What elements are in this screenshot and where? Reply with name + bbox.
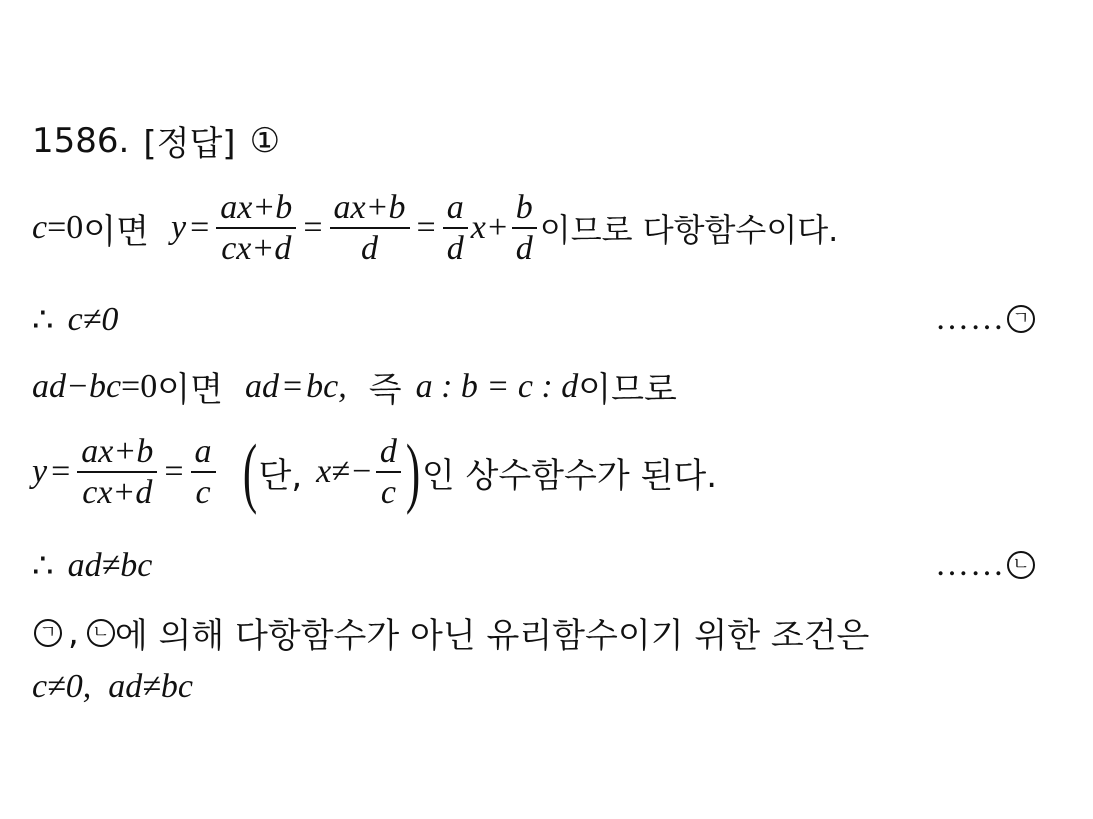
var-ad: ad	[32, 367, 66, 405]
equals-sign: =	[190, 209, 210, 247]
circled-nieun: ㄴ	[87, 619, 115, 647]
fraction-4-numerator: b	[515, 189, 533, 226]
equals-sign: =	[51, 453, 71, 491]
ratio-expression: a : b = c : d	[415, 367, 579, 405]
fraction-7-numerator: d	[379, 433, 397, 470]
line-6-text: 에 의해 다항함수가 아닌 유리함수이기 위한 조건은	[114, 616, 870, 656]
line-4-tail: 인 상수함수가 된다.	[421, 455, 718, 496]
equals-zero: =0	[47, 209, 84, 247]
var-y: y	[170, 209, 187, 247]
text-if: 이면	[83, 211, 149, 252]
equals-zero: =0	[121, 367, 158, 405]
therefore-symbol: ∴	[32, 302, 54, 339]
final-conditions: c≠0, ad≠bc	[32, 668, 194, 705]
solution-line-1	[32, 188, 838, 268]
solution-line-3	[32, 362, 677, 411]
problem-number: 1586.	[32, 120, 130, 161]
fraction-2	[330, 188, 410, 268]
marker-a	[935, 300, 1035, 338]
var-ad-2: ad	[244, 367, 279, 405]
minus-bc: −bc	[66, 367, 122, 405]
fraction-3-denominator: d	[446, 230, 464, 268]
solution-line-7	[32, 668, 193, 706]
text-if: 이면	[157, 370, 223, 410]
fraction-4	[512, 188, 537, 268]
text-namely: 즉	[368, 370, 402, 410]
marker-b	[935, 546, 1035, 584]
answer-label: [정답]	[143, 124, 236, 164]
left-paren: (	[242, 428, 257, 516]
condition-ad-ne-bc: ad≠bc	[67, 547, 153, 584]
condition-c-nonzero: c≠0	[67, 301, 119, 338]
var-y: y	[32, 453, 48, 491]
solution-line-2	[32, 300, 118, 340]
comma: ,	[68, 612, 79, 653]
equals-sign-2: =	[164, 453, 184, 491]
fraction-6	[191, 432, 216, 512]
therefore-symbol: ∴	[32, 548, 54, 585]
equals-sign: =	[282, 367, 303, 405]
fraction-7-denominator: c	[380, 474, 396, 512]
fraction-3-numerator: a	[446, 189, 464, 226]
right-paren: )	[405, 428, 420, 516]
x-plus: x+	[470, 209, 509, 247]
fraction-1	[216, 188, 296, 268]
condition-x: x≠−	[316, 453, 373, 491]
solution-line-5	[32, 546, 152, 586]
fraction-5-numerator: ax+b	[81, 433, 154, 470]
var-bc: bc,	[306, 367, 347, 405]
leader-dots: ……	[935, 546, 1005, 583]
equals-sign-3: =	[416, 209, 436, 247]
text-dan: 단,	[258, 455, 303, 496]
fraction-2-denominator: d	[361, 230, 379, 268]
problem-header	[32, 116, 280, 165]
line-1-tail: 이므로 다항함수이다.	[539, 211, 839, 250]
var-c: c	[32, 209, 48, 247]
leader-dots: ……	[935, 300, 1005, 337]
fraction-4-denominator: d	[515, 230, 533, 268]
fraction-3	[443, 188, 468, 268]
fraction-6-numerator: a	[194, 433, 212, 470]
fraction-1-denominator: cx+d	[221, 230, 292, 268]
circled-giyeok: ㄱ	[1007, 305, 1035, 333]
fraction-5	[77, 432, 157, 512]
fraction-7	[376, 432, 401, 512]
line-3-tail: 이므로	[578, 370, 677, 410]
solution-line-6	[32, 608, 869, 657]
fraction-1-numerator: ax+b	[220, 189, 293, 226]
fraction-6-denominator: c	[195, 474, 211, 512]
equals-sign-2: =	[303, 209, 323, 247]
solution-line-4	[32, 428, 718, 516]
answer-mark: ①	[249, 120, 281, 161]
circled-giyeok: ㄱ	[34, 619, 62, 647]
fraction-2-numerator: ax+b	[333, 189, 406, 226]
circled-nieun: ㄴ	[1007, 551, 1035, 579]
fraction-5-denominator: cx+d	[82, 474, 153, 512]
